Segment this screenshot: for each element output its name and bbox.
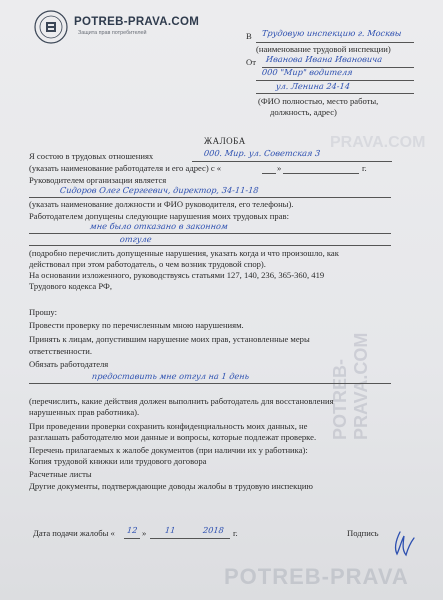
from-line-3 — [256, 93, 414, 94]
p5-line-2 — [29, 245, 391, 246]
date-end: г. — [233, 528, 238, 538]
p1-text: Я состою в трудовых отношениях — [29, 151, 154, 161]
p5-text: Работодателем допущены следующие нарушения моих трудовых прав: — [29, 211, 289, 221]
signature-icon — [388, 528, 418, 558]
p8-hint-2: нарушенных прав работника). — [29, 407, 140, 417]
request-3-line — [29, 383, 391, 384]
from-value-2: 000 "Мир" водителя — [261, 67, 354, 77]
watermark-top: PRAVA.COM — [330, 134, 426, 151]
signature-label: Подпись — [347, 528, 379, 538]
to-value: Трудовую инспекцию г. Москвы — [261, 28, 403, 38]
from-hint-2: должность, адрес) — [270, 107, 337, 117]
attachment-3: Другие документы, подтверждающие доводы жалобы в трудовую инспекцию — [29, 481, 313, 491]
seal-logo-icon — [34, 10, 68, 44]
p5-line-1 — [29, 233, 391, 234]
request-3: Обязать работодателя — [29, 359, 109, 369]
request-3-value: предоставить мне отгул на 1 день — [91, 371, 250, 381]
date-year: 2018 — [202, 525, 225, 535]
p5-value-2: отгуле — [119, 234, 153, 244]
p2-mid: » — [277, 163, 282, 173]
p8-hint-1: (перечислить, какие действия должен выполнить работодатель для восстановления — [29, 396, 334, 406]
p2-hint: (указать наименование работодателя и его адрес) с « — [29, 163, 222, 173]
p9-line-2: разглашать работодателю мои данные и вопросы, которые подлежат проверке. — [29, 432, 317, 442]
p5-value-1: мне было отказано в законном — [89, 221, 229, 231]
date-day-line — [124, 538, 140, 539]
request-2-line-1: Принять к лицам, допустившим нарушение моих прав, установленные меры — [29, 334, 310, 344]
request-heading: Прошу: — [29, 307, 57, 317]
p2-end: г. — [362, 163, 367, 173]
to-hint: (наименование трудовой инспекции) — [256, 44, 391, 54]
to-line — [256, 42, 414, 43]
p1-line — [192, 161, 392, 162]
from-value-1: Иванова Ивана Ивановича — [265, 54, 383, 64]
p3-line — [29, 197, 391, 198]
watermark-side: POTREB-PRAVA.COM — [330, 332, 371, 440]
p7-line-2: Трудового кодекса РФ, — [29, 281, 112, 291]
request-2-line-2: ответственности. — [29, 346, 93, 356]
logo-name: POTREB-PRAVA.COM — [74, 16, 200, 28]
to-prefix: В — [246, 31, 252, 41]
p9-line-1: При проведении проверки сохранить конфиденциальность моих данных, не — [29, 421, 308, 431]
p7-line-1: На основании изложенного, руководствуясь статьями 127, 140, 236, 365-360, 419 — [29, 270, 325, 280]
p2-line-day — [262, 173, 276, 174]
watermark-bottom: POTREB-PRAVA — [224, 564, 409, 589]
attachment-2: Расчетные листы — [29, 469, 92, 479]
date-day: 12 — [126, 525, 138, 535]
p6-hint-1: (подробно перечислить допущенные нарушения, указать когда и что произошло, как — [29, 248, 339, 258]
from-prefix: От — [246, 57, 256, 67]
from-hint-1: (ФИО полностью, место работы, — [258, 96, 379, 106]
p6-hint-2: действовал при этом работодатель, о чем возник трудовой спор). — [29, 259, 266, 269]
date-sep: » — [142, 528, 147, 538]
document-title: ЖАЛОБА — [204, 136, 246, 146]
p3-value: Сидоров Олег Сергеевич, директор, 34-11-18 — [59, 185, 260, 195]
from-value-3: ул. Ленина 24-14 — [275, 81, 351, 91]
attachment-1: Копия трудовой книжки или трудового договора — [29, 456, 207, 466]
p3-text: Руководителем организации является — [29, 175, 167, 185]
logo-tagline: Защита прав потребителей — [78, 30, 147, 36]
p10-text: Перечень прилагаемых к жалобе документов (при наличии их у работника): — [29, 445, 308, 455]
date-month-line — [150, 538, 230, 539]
p4-hint: (указать наименование должности и ФИО руководителя, его телефоны). — [29, 199, 294, 209]
date-month: 11 — [164, 525, 176, 535]
p1-value: 000. Мир. ул. Советская 3 — [203, 148, 321, 158]
p2-line-date — [283, 173, 359, 174]
date-label: Дата подачи жалобы « — [33, 528, 115, 538]
request-1: Провести проверку по перечисленным мною нарушениям. — [29, 320, 244, 330]
